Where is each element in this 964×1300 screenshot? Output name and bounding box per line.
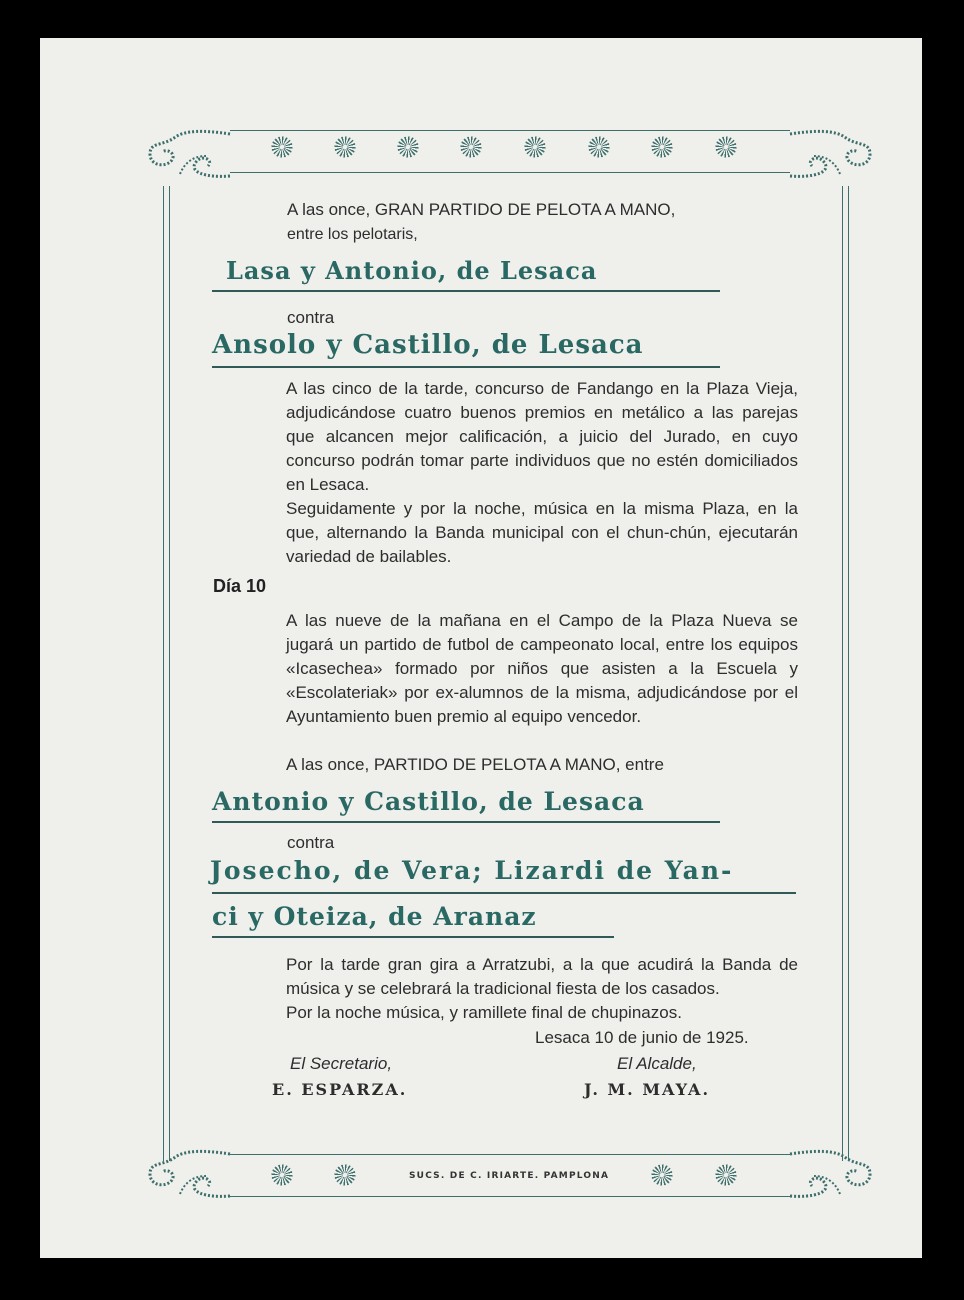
paragraph-gira: Por la tarde gran gira a Arratzubi, a la que acudirá la Banda de música y se celebrará la tradicional fiesta de los casados. <box>286 955 798 998</box>
match1-team2: Ansolo y Castillo, de Lesaca <box>212 330 644 360</box>
contra-label: contra <box>287 308 335 327</box>
scroll-ornament-icon <box>144 126 234 182</box>
frame-left-outer <box>163 186 164 1161</box>
scroll-ornament-icon <box>786 1146 876 1202</box>
rosette-icon <box>397 136 419 158</box>
rosette-icon <box>715 1164 737 1186</box>
rosette-icon <box>334 1164 356 1186</box>
frame-right-inner <box>842 186 843 1161</box>
underline <box>212 821 720 823</box>
rosette-icon <box>271 1164 293 1186</box>
rosette-icon <box>271 136 293 158</box>
date-line: Lesaca 10 de junio de 1925. <box>535 1028 749 1047</box>
scroll-ornament-icon <box>144 1146 234 1202</box>
day-heading: Día 10 <box>213 576 267 596</box>
match2-team2-line1: Josecho, de Vera; Lizardi de Yan- <box>210 856 734 885</box>
underline <box>212 290 720 292</box>
match2-team2-line2: ci y Oteiza, de Aranaz <box>212 902 537 931</box>
paragraph-fandango: A las cinco de la tarde, concurso de Fandango en la Plaza Vieja, adjudicándose cuatro buenos premios en metálico a las parejas que alcancen mejor calificación, a juicio del Jurado, en cuyo concurso podrán tomar parte individuos que no estén domiciliados en Lesaca. <box>286 379 798 494</box>
underline <box>212 892 796 894</box>
mayor-name: J. M. MAYA. <box>584 1080 711 1099</box>
rosette-icon <box>651 1164 673 1186</box>
rosette-icon <box>460 136 482 158</box>
paragraph-music: Seguidamente y por la noche, música en la misma Plaza, en la que, alternando la Banda municipal con el chun-chún, ejecutarán variedad de bailables. <box>286 499 798 566</box>
mayor-role: El Alcalde, <box>617 1054 697 1073</box>
match2-team1: Antonio y Castillo, de Lesaca <box>212 787 645 816</box>
paragraph-night: Por la noche música, y ramillete final de chupinazos. <box>286 1003 682 1022</box>
match1-team1: Lasa y Antonio, de Lesaca <box>226 256 598 285</box>
scroll-ornament-icon <box>786 126 876 182</box>
printer-credit: SUCS. DE C. IRIARTE. PAMPLONA <box>409 1171 610 1181</box>
paragraph-football: A las nueve de la mañana en el Campo de la Plaza Nueva se jugará un partido de futbol de campeonato local, entre los equipos «Icasechea» formado por niños que asisten a la Escuela y «Escolateriak» por ex-alumnos de la misma, adjudicándose por el Ayuntamiento buen premio al equipo vencedor. <box>286 611 798 726</box>
frame-left-inner <box>169 186 170 1161</box>
p1-line1: A las once, GRAN PARTIDO DE PELOTA A MANO, <box>287 200 676 219</box>
underline <box>212 366 720 368</box>
rosette-icon <box>715 136 737 158</box>
frame-right-outer <box>848 186 849 1161</box>
rosette-icon <box>651 136 673 158</box>
contra-label-2: contra <box>287 833 335 852</box>
underline <box>212 936 614 938</box>
rosette-icon <box>334 136 356 158</box>
program-page <box>40 38 922 1258</box>
rosette-icon <box>524 136 546 158</box>
paragraph-pelota: A las once, PARTIDO DE PELOTA A MANO, entre <box>286 755 664 774</box>
p1-line2: entre los pelotaris, <box>287 226 418 243</box>
secretary-name: E. ESPARZA. <box>272 1080 408 1099</box>
secretary-role: El Secretario, <box>290 1054 393 1073</box>
rosette-icon <box>588 136 610 158</box>
